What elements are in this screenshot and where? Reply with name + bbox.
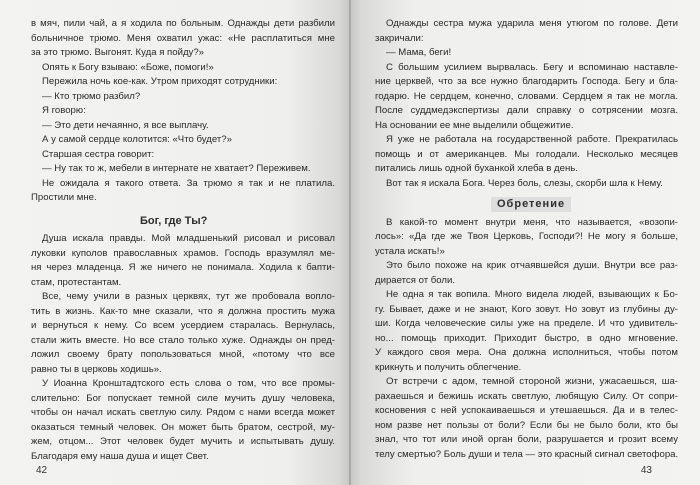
text-line: ложил своему брату попользоваться мной, «потому что все bbox=[31, 349, 335, 360]
paragraph-block-3 bbox=[31, 377, 335, 464]
text-line: У Иоанна Кронштадтского есть слова о том, что все промы- bbox=[42, 378, 335, 389]
text-line: ние церквей, что за все нужно благодарить Господа. Бегу и бла- bbox=[375, 76, 678, 87]
text-line: В какой-то момент внутри меня, что называется, «возопи- bbox=[386, 216, 678, 228]
text-line: жем, отцом... Этот человек будет мучить и испытывать душу. bbox=[31, 436, 335, 447]
text-line: дирается от боли. bbox=[375, 274, 456, 286]
text-line: чтобы он начал искать светлую силу. Рядом с нами всегда может bbox=[31, 407, 335, 418]
text-line: оказаться темный человек. Он может быть братом, сестрой, му- bbox=[31, 421, 335, 433]
text-line: Однажды сестра мужа ударила меня утюгом по голове. Дети bbox=[386, 18, 678, 29]
text-line: годарю. Не сердцем, конечно, словами. Сердцем я так не могла. bbox=[375, 90, 678, 102]
text-line: больничное трюмо. Меня охватил ужас: «Не расплатиться мне bbox=[31, 32, 335, 44]
text-line: тить в жизнь. Как-то мне сказали, что я должна простить мужа bbox=[31, 305, 335, 317]
text-line: — Это дети нечаянно, я все выплачу. bbox=[42, 119, 209, 131]
text-line: но... помощь приходит. Приходит быстро, в одно мгновение. bbox=[375, 332, 678, 344]
text-line: Это было похоже на крик отчаявшейся души. Внутри все раз- bbox=[386, 260, 678, 271]
section-heading bbox=[375, 197, 678, 212]
text-line: Я уже не работала на государственной работе. Прекратилась bbox=[386, 134, 678, 145]
text-line: луковки куполов православных храмов. Господь вразумлял ме- bbox=[31, 247, 335, 259]
paragraph-block-2 bbox=[375, 216, 678, 376]
text-line: Все, чему учили в разных церквях, тут же пробовала вопло- bbox=[42, 291, 335, 302]
text-line: ном разве нет пользы от боли? Если бы не было боли, кто бы bbox=[375, 419, 678, 431]
text-line: ши. Когда человеческие силы уже на пределе. И что удивитель- bbox=[375, 318, 678, 329]
text-line: устала искать!» bbox=[375, 245, 445, 257]
text-line: равно ты в церковь ходишь». bbox=[31, 363, 162, 375]
text-line: Простили мне. bbox=[31, 192, 97, 203]
text-line: Не ожидала я такого ответа. За трюмо я так и не платила. bbox=[42, 177, 335, 189]
text-line: Пережила ночь кое-как. Утром приходят сотрудники: bbox=[42, 76, 278, 87]
section-heading: Бог, где Ты? bbox=[140, 214, 208, 227]
text-line: и вернуться к нему. Со всем усердием старалась. Вернулась, bbox=[31, 320, 335, 331]
text-line: телу смертью? Боль души и тела — это красный сигнал светофора. bbox=[375, 448, 678, 460]
paragraph-block-1 bbox=[31, 17, 335, 206]
text-line: Благодаря ему наша душа и ищет Свет. bbox=[31, 450, 209, 462]
text-line: знал, что тот или иной орган боли, разрушается и грозит всему bbox=[375, 434, 678, 445]
text-line: А у самой сердце колотится: «Что будет?» bbox=[42, 134, 232, 145]
text-line: — Мама, беги! bbox=[386, 47, 452, 58]
text-line: Не одна я так вопила. Много видела людей, взывающих к Бо- bbox=[386, 289, 678, 300]
text-line: — Кто трюмо разбил? bbox=[42, 90, 141, 102]
text-line: ня через младенца. Я же ничего не понимала. Ходила к бапти- bbox=[31, 262, 335, 273]
page-number: 43 bbox=[640, 465, 652, 476]
text-line: У каждого своя мера. Она должна исполниться, чтобы потом bbox=[375, 347, 678, 358]
text-line: Опять к Богу взываю: «Боже, помоги!» bbox=[42, 61, 214, 73]
text-line: После суддмедэкспертизы дали справку о сотрясении мозга. bbox=[375, 105, 678, 116]
text-line: за это трюмо. Выгонят. Куда я пойду?» bbox=[31, 47, 205, 58]
text-line: Я говорю: bbox=[42, 105, 86, 116]
text-line: Душа искала правды. Мой младшенький рисовал и рисовал bbox=[42, 233, 335, 244]
text-line: слительно: Бог попускает темной силе мучить душу человека, bbox=[31, 392, 335, 404]
text-line: — Ну так то ж, мебели в интернате не хватает? Переживем. bbox=[42, 163, 311, 174]
text-line: лось»: «Да где же Твоя Церковь, Господи?! Не могу я больше, bbox=[375, 231, 678, 242]
text-line: рахаешься и бежишь искать светлую, любящую Силу. От сопри- bbox=[375, 390, 678, 402]
text-line: в мяч, пили чай, а я ходила по больным. Однажды дети разбили bbox=[31, 18, 335, 29]
text-line: От встречи с адом, темной стороной жизни, ужасаешься, ша- bbox=[386, 376, 678, 387]
text-line: помощь и от американцев. Мы голодали. Несколько месяцев bbox=[375, 148, 678, 160]
left-page bbox=[0, 0, 349, 485]
text-line: стали жить вместе. Но все стало только хуже. Однажды он пред- bbox=[31, 334, 335, 346]
text-line: Вот так я искала Бога. Через боль, слезы, скорби шла к Нему. bbox=[386, 177, 663, 189]
paragraph-block-1 bbox=[375, 17, 678, 191]
page-number: 42 bbox=[36, 465, 48, 476]
text-line: косновения с ней успокаиваешься и утешаешься. Да и в телес- bbox=[375, 405, 678, 416]
paragraph-block-3 bbox=[375, 375, 678, 462]
text-line: Старшая сестра говорит: bbox=[42, 148, 155, 160]
text-line: гу. Бывает, даже и не знают, Кого зовут. Но зовут из глубины ду- bbox=[375, 303, 678, 315]
text-line: закричали: bbox=[375, 32, 424, 44]
section-heading-label: Обретение bbox=[491, 197, 571, 212]
text-line: крикнуть и получить облегчение. bbox=[375, 361, 522, 373]
text-line: стам, протестантам. bbox=[31, 276, 122, 288]
text-line: питались лишь одной буханкой хлеба в день. bbox=[375, 163, 578, 174]
text-line: С большим усилием вырвалась. Бегу и вспоминаю наставле- bbox=[386, 61, 678, 73]
paragraph-block-2 bbox=[31, 232, 335, 377]
right-page bbox=[351, 0, 700, 485]
text-line: На основании ее мне выделили общежитие. bbox=[375, 119, 574, 131]
